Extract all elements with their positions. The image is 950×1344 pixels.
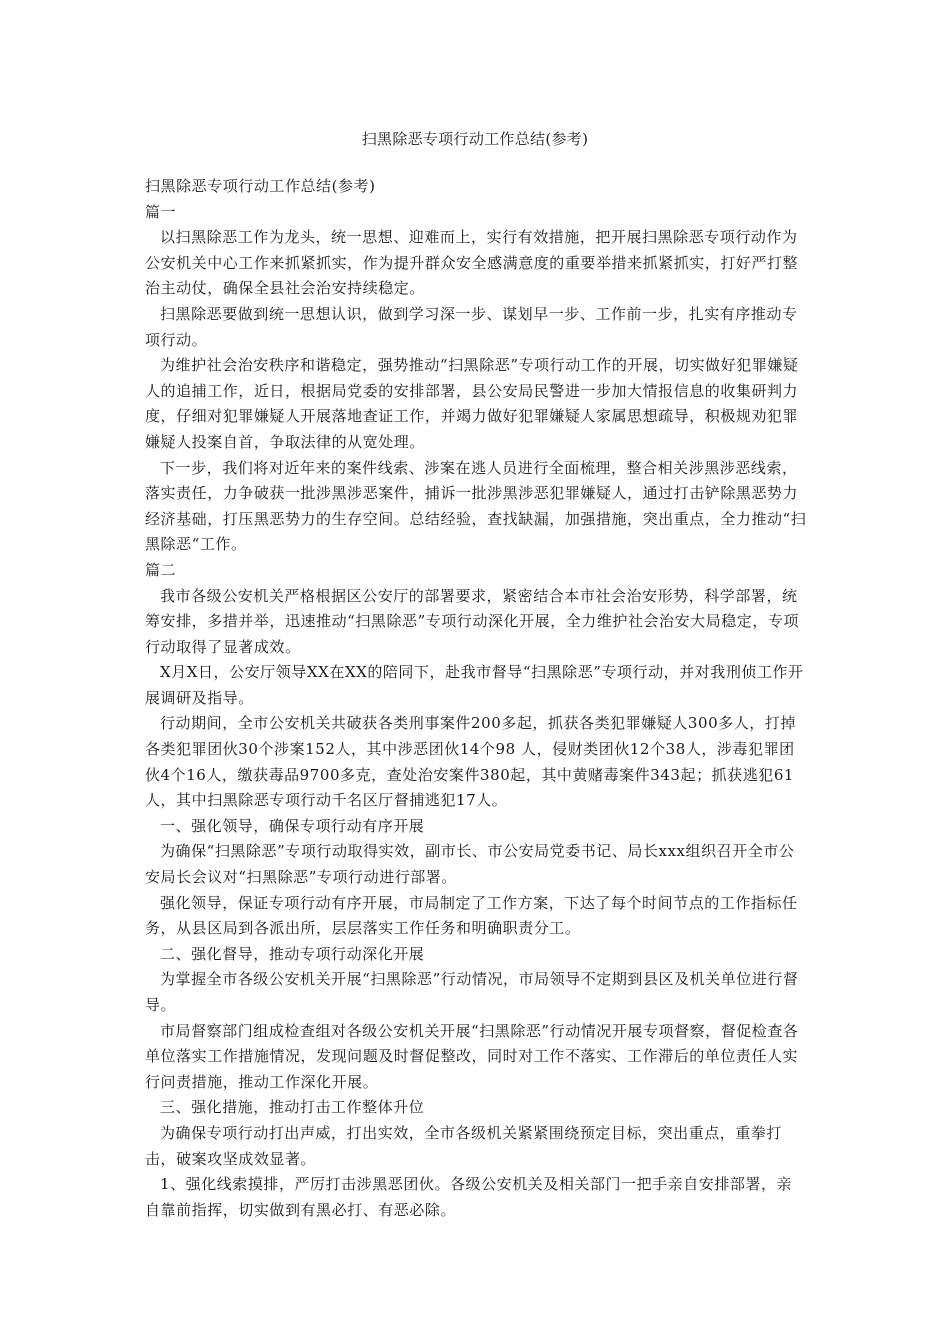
paragraph: 篇一 bbox=[145, 202, 177, 221]
document-body bbox=[145, 174, 807, 1223]
paragraph: 下一步，我们将对近年来的案件线索、涉案在逃人员进行全面梳理，整合相关涉黑涉恶线索，落实责任，力争破获一批涉黑涉恶案件，捕诉一批涉黑涉恶犯罪嫌疑人，通过打击铲除黑恶势力经济基础，打压黑恶势力的生存空间。总结经验，查找缺漏，加强措施，突出重点，全力推动“扫黑除恶“工作。 bbox=[145, 458, 807, 554]
paragraph: 为掌握全市各级公安机关开展“扫黑除恶”行动情况，市局领导不定期到县区及机关单位进行督导。 bbox=[145, 970, 799, 1014]
paragraph: 二、强化督导，推动专项行动深化开展 bbox=[160, 944, 425, 963]
paragraph: 扫黑除恶要做到统一思想认识，做到学习深一步、谋划早一步、工作前一步，扎实有序推动专项行动。 bbox=[145, 304, 798, 349]
paragraph: 为确保“扫黑除恶”专项行动取得实效，副市长、市公安局党委书记、局长xxx组织召开全市公安局长会议对“扫黑除恶”专项行动进行部署。 bbox=[145, 842, 795, 887]
paragraph: 以扫黑除恶工作为龙头，统一思想、迎难而上，实行有效措施，把开展扫黑除恶专项行动作为公安机关中心工作来抓紧抓实，作为提升群众安全感满意度的重要举措来抓紧抓实，打好严打整治主动仗，确保全县社会治安持续稳定。 bbox=[145, 228, 799, 298]
paragraph: X月X日，公安厅领导XX在XX的陪同下，赴我市督导“扫黑除恶”专项行动，并对我刑侦工作开展调研及指导。 bbox=[145, 663, 804, 707]
paragraph: 为维护社会治安秩序和谐稳定，强势推动“扫黑除恶”专项行动工作的开展，切实做好犯罪嫌疑人的追捕工作，近日，根据局党委的安排部署，县公安局民警进一步加大情报信息的收集研判力度，仔细对犯罪嫌疑人开展落地查证工作，并竭力做好犯罪嫌疑人家属思想疏导，积极规劝犯罪嫌疑人投案自首，争取法律的从宽处理。 bbox=[145, 356, 799, 451]
paragraph: 篇二 bbox=[145, 560, 177, 579]
paragraph: 行动期间，全市公安机关共破获各类刑事案件200多起，抓获各类犯罪嫌疑人300多人，打掉各类犯罪团伙30个涉案152人，其中涉恶团伙14个98 人，侵财类团伙12个38人，涉毒犯罪团伙4个16人，缴获毒品9700多克，查处治安案件380起，其中黄赌毒案件343起；抓获逃犯61人，其中扫黑除恶专项行动千名区厅督捕逃犯17人。 bbox=[145, 714, 796, 810]
paragraph: 扫黑除恶专项行动工作总结(参考) bbox=[145, 177, 376, 195]
paragraph: 市局督察部门组成检查组对各级公安机关开展“扫黑除恶”行动情况开展专项督察，督促检查各单位落实工作措施情况，发现问题及时督促整改，同时对工作不落实、工作滞后的单位责任人实行问责措施，推动工作深化开展。 bbox=[145, 1021, 799, 1091]
paragraph: 一、强化领导，确保专项行动有序开展 bbox=[160, 816, 425, 835]
paragraph: 1、强化线索摸排，严厉打击涉黑恶团伙。各级公安机关及相关部门一把手亲自安排部署，亲自靠前指挥，切实做到有黑必打、有恶必除。 bbox=[145, 1175, 793, 1219]
paragraph: 三、强化措施，推动打击工作整体升位 bbox=[160, 1098, 425, 1117]
document-title: 扫黑除恶专项行动工作总结(参考) bbox=[361, 130, 589, 148]
paragraph: 我市各级公安机关严格根据区公安厅的部署要求，紧密结合本市社会治安形势，科学部署，统筹安排，多措并举，迅速推动“扫黑除恶”专项行动深化开展，全力维护社会治安大局稳定，专项行动取得了显著成效。 bbox=[145, 586, 799, 656]
paragraph: 为确保专项行动打出声威，打出实效，全市各级机关紧紧围绕预定目标，突出重点，重拳打击，破案攻坚成效显著。 bbox=[145, 1123, 783, 1168]
paragraph: 强化领导，保证专项行动有序开展，市局制定了工作方案，下达了每个时间节点的工作指标任务，从县区局到各派出所，层层落实工作任务和明确职责分工。 bbox=[145, 893, 798, 938]
